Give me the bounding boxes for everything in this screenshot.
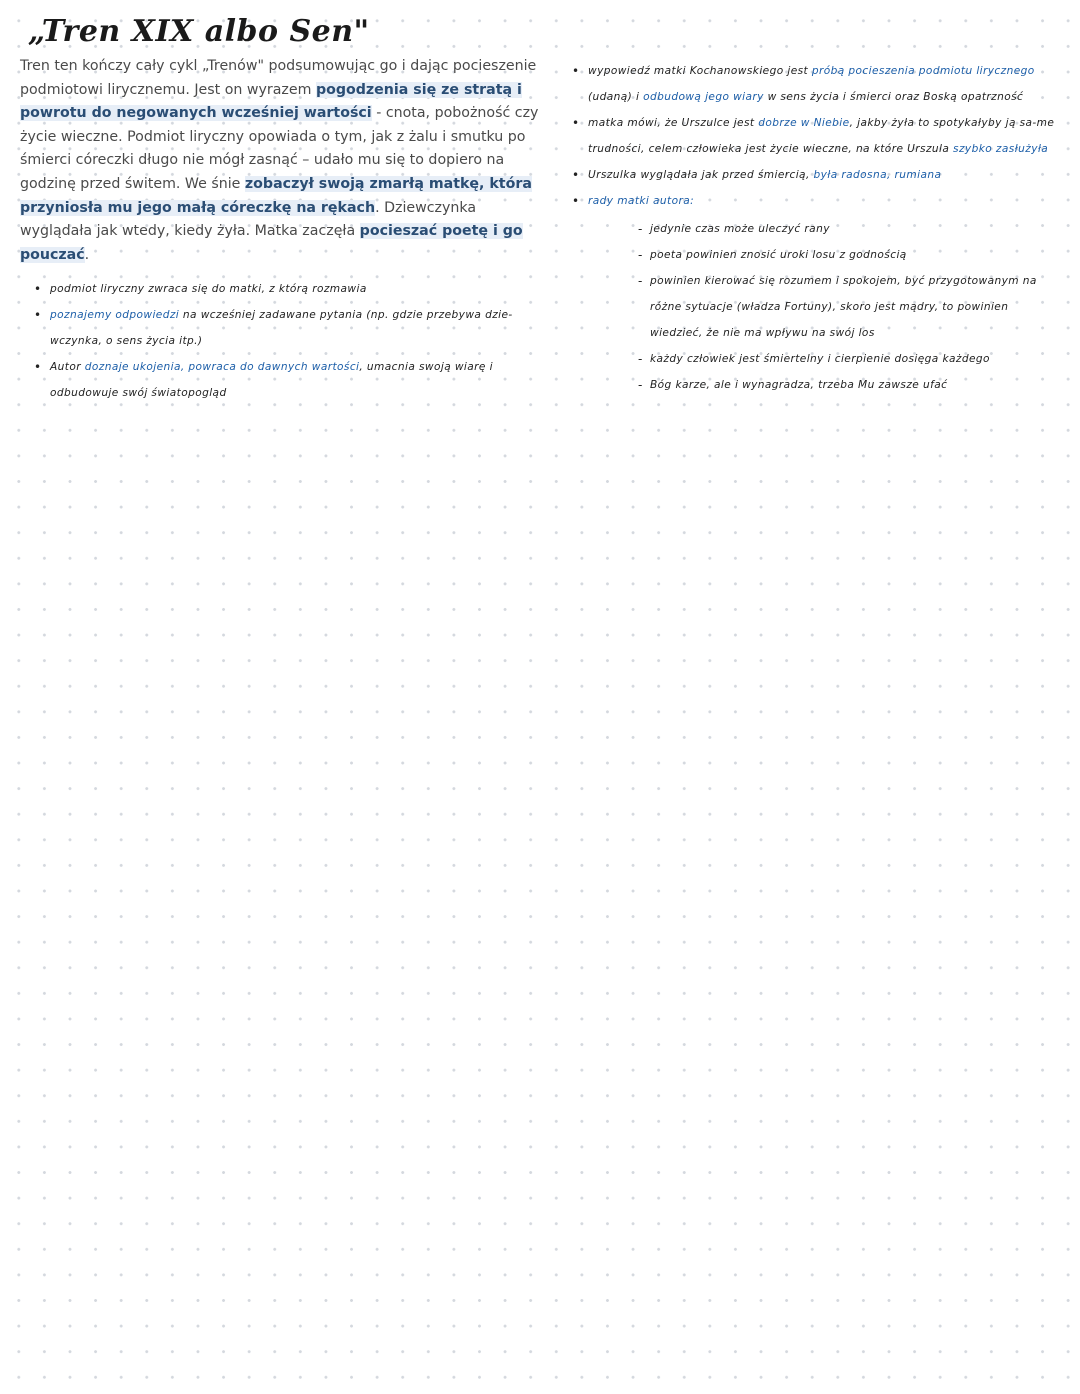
advice-item: - każdy człowiek jest śmiertelny i cierpienie dosięga każdego (636, 346, 1060, 372)
note-item (32, 354, 542, 406)
note-text: (udaną) i (588, 91, 644, 103)
note-text-blue: odbudową jego wiary (643, 91, 764, 103)
note-item (32, 302, 542, 354)
left-notes-list (32, 276, 542, 406)
note-text-blue: szybko zasłużyła (953, 143, 1049, 155)
page-title: „Tren XIX albo Sen" (28, 14, 370, 49)
note-text-blue: doznaje ukojenia, powraca do dawnych wartości (84, 361, 360, 373)
note-item (570, 110, 1060, 162)
intro-text: Tren ten kończy cały cykl „Trenów" podsumowując go i dając pocieszenie podmiotowi lirycznemu. Jest on wyrazem (20, 58, 537, 98)
intro-text: - cnota, pobożność czy życie wieczne. Podmiot liryczny opowiada o tym, jak z żalu i smutku po śmierci córeczki długo nie mógł zasnąć – udało mu się to dopiero na godzinę przed świtem. We śnie (20, 105, 539, 192)
advice-list (636, 216, 1060, 398)
advice-item: - poeta powinien znosić uroki losu z godnością (636, 242, 1060, 268)
note-text-blue: poznajemy odpowiedzi (50, 309, 180, 321)
note-text-blue: rady matki autora: (588, 195, 695, 207)
advice-item: - Bóg karze, ale i wynagradza, trzeba Mu zawsze ufać (636, 372, 1060, 398)
right-notes-list (570, 58, 1060, 398)
intro-highlight: zobaczył swoją zmarłą matkę, która przyniosła mu jego małą córeczkę na rękach (20, 175, 532, 216)
note-text-blue: dobrze w Niebie (758, 117, 850, 129)
note-item (570, 162, 1060, 188)
note-text: wypowiedź matki Kochanowskiego jest (588, 65, 812, 77)
advice-item: - jedynie czas może uleczyć rany (636, 216, 1060, 242)
note-text: Autor (50, 361, 85, 373)
note-text: podmiot liryczny zwraca się do matki, z którą rozmawia (50, 283, 367, 295)
note-text: , jakby żyła to spotykałyby ją sa-me trudności, celem człowieka jest życie wieczne, na które Urszula (588, 117, 1055, 155)
note-text: , umacnia swoją wiarę i odbudowuje swój światopogląd (50, 361, 493, 399)
intro-text: . Dziewczynka wyglądała jak wtedy, kiedy żyła. Matka zaczęła (20, 199, 477, 240)
note-text-blue: była radosna, rumiana (813, 169, 942, 181)
note-text: na wcześniej zadawane pytania (np. gdzie przebywa dzie-wczynka, o sens życia itp.) (50, 309, 513, 347)
note-text: Urszulka wyglądała jak przed śmiercią, (588, 169, 814, 181)
note-item (570, 188, 1060, 398)
note-item (32, 276, 542, 302)
note-text: w sens życia i śmierci oraz Boską opatrzność (763, 91, 1024, 103)
advice-item: - powinien kierować się rozumem i spokojem, być przygotowanym na różne sytuacje (władza Fortuny), skoro jest mądry, to powinien wiedzieć, że nie ma wpływu na swój los (636, 268, 1060, 346)
note-text: matka mówi, że Urszulce jest (588, 117, 759, 129)
note-text-blue: próbą pocieszenia podmiotu lirycznego (811, 65, 1035, 77)
intro-highlight: pocieszać poetę i go pouczać (20, 223, 523, 263)
intro-text: . (84, 246, 90, 263)
note-item (570, 58, 1060, 110)
intro-paragraph (20, 55, 540, 267)
intro-highlight: pogodzenia się ze stratą i powrotu do negowanych wcześniej wartości (20, 81, 522, 122)
